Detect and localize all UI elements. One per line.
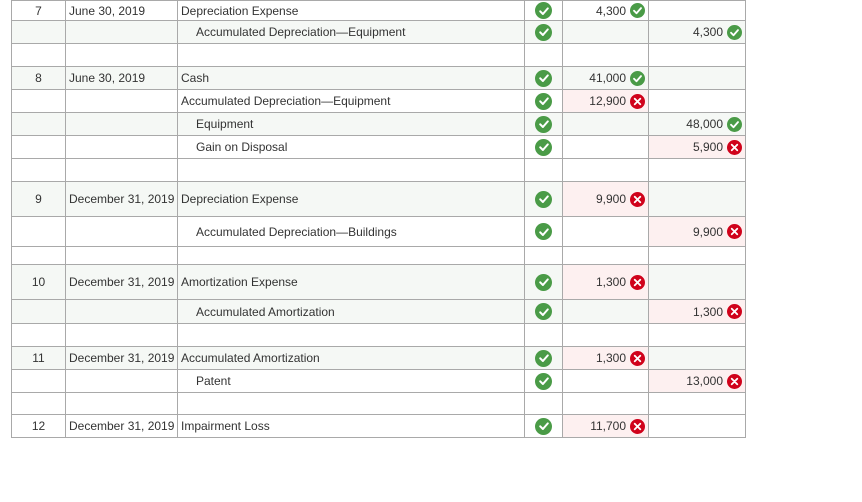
journal-row xyxy=(11,264,746,299)
date-cell[interactable] xyxy=(65,393,177,415)
debit-cell[interactable] xyxy=(562,67,648,89)
x-circle-icon xyxy=(727,224,742,239)
account-check-cell xyxy=(524,393,562,415)
journal-row xyxy=(11,392,746,415)
check-circle-icon xyxy=(535,24,552,41)
check-circle-icon xyxy=(535,274,552,291)
account-title-cell[interactable] xyxy=(177,44,524,66)
journal-row xyxy=(11,66,746,89)
account-check-cell xyxy=(524,415,562,437)
journal-row xyxy=(11,299,746,323)
account-title-cell[interactable]: Depreciation Expense xyxy=(177,1,524,20)
debit-cell[interactable] xyxy=(562,247,648,264)
x-circle-icon xyxy=(630,94,645,109)
account-title-cell[interactable]: Accumulated Depreciation—Equipment xyxy=(177,21,524,43)
check-circle-icon xyxy=(535,350,552,367)
date-cell[interactable] xyxy=(65,113,177,135)
credit-cell[interactable] xyxy=(648,182,746,216)
transaction-number xyxy=(11,217,65,246)
journal-row xyxy=(11,158,746,181)
x-circle-icon xyxy=(630,275,645,290)
account-check-cell xyxy=(524,370,562,392)
credit-cell[interactable] xyxy=(648,113,746,135)
account-check-cell xyxy=(524,67,562,89)
account-check-cell xyxy=(524,136,562,158)
check-circle-icon xyxy=(535,373,552,390)
journal-row xyxy=(11,89,746,112)
credit-cell[interactable] xyxy=(648,90,746,112)
credit-amount: 5,900 xyxy=(692,140,723,154)
credit-cell[interactable] xyxy=(648,136,746,158)
date-cell[interactable] xyxy=(65,370,177,392)
transaction-number: 7 xyxy=(11,1,65,20)
journal-row xyxy=(11,369,746,392)
debit-cell[interactable] xyxy=(562,44,648,66)
account-check-cell xyxy=(524,21,562,43)
debit-cell[interactable] xyxy=(562,1,648,20)
transaction-number: 11 xyxy=(11,347,65,369)
x-circle-icon xyxy=(630,419,645,434)
debit-amount: 11,700 xyxy=(590,419,626,433)
check-circle-icon xyxy=(535,2,552,19)
transaction-number xyxy=(11,393,65,415)
date-cell[interactable]: June 30, 2019 xyxy=(65,67,177,89)
credit-cell[interactable] xyxy=(648,324,746,347)
check-circle-icon xyxy=(535,418,552,435)
date-cell[interactable] xyxy=(65,159,177,181)
journal-row xyxy=(11,346,746,369)
x-circle-icon xyxy=(727,374,742,389)
date-cell[interactable] xyxy=(65,21,177,43)
account-check-cell xyxy=(524,1,562,20)
date-cell[interactable] xyxy=(65,300,177,323)
debit-amount: 41,000 xyxy=(589,71,626,85)
debit-cell[interactable] xyxy=(562,370,648,392)
credit-cell[interactable] xyxy=(648,159,746,181)
x-circle-icon xyxy=(727,304,742,319)
account-check-cell xyxy=(524,113,562,135)
account-title-cell[interactable] xyxy=(177,247,524,264)
transaction-number xyxy=(11,324,65,347)
credit-amount: 13,000 xyxy=(686,374,723,388)
account-title-cell[interactable] xyxy=(177,324,524,347)
account-check-cell xyxy=(524,159,562,181)
account-check-cell xyxy=(524,347,562,369)
account-title-cell[interactable]: Patent xyxy=(177,370,524,392)
journal-row xyxy=(11,0,746,20)
account-title-cell[interactable]: Accumulated Amortization xyxy=(177,347,524,369)
debit-amount: 1,300 xyxy=(595,351,626,365)
account-check-cell xyxy=(524,44,562,66)
account-title-cell[interactable]: Accumulated Depreciation—Equipment xyxy=(177,90,524,112)
journal-row xyxy=(11,323,746,347)
account-check-cell xyxy=(524,265,562,299)
account-title-cell[interactable] xyxy=(177,393,524,415)
transaction-number: 12 xyxy=(11,415,65,437)
x-circle-icon xyxy=(630,351,645,366)
transaction-number xyxy=(11,247,65,264)
account-check-cell xyxy=(524,217,562,246)
journal-row xyxy=(11,112,746,135)
credit-cell[interactable] xyxy=(648,265,746,299)
debit-amount: 9,900 xyxy=(595,192,626,206)
account-title-cell[interactable]: Amortization Expense xyxy=(177,265,524,299)
date-cell[interactable]: December 31, 2019 xyxy=(65,182,177,216)
date-cell[interactable] xyxy=(65,247,177,264)
journal-row xyxy=(11,43,746,66)
account-title-cell[interactable]: Gain on Disposal xyxy=(177,136,524,158)
journal-row xyxy=(11,181,746,216)
credit-cell[interactable] xyxy=(648,347,746,369)
check-circle-icon xyxy=(727,25,742,40)
debit-cell[interactable] xyxy=(562,90,648,112)
date-cell[interactable] xyxy=(65,217,177,246)
credit-amount: 9,900 xyxy=(692,224,723,239)
credit-cell[interactable] xyxy=(648,300,746,323)
x-circle-icon xyxy=(727,140,742,155)
debit-amount: 1,300 xyxy=(595,275,626,289)
check-circle-icon xyxy=(535,93,552,110)
debit-cell[interactable] xyxy=(562,217,648,246)
transaction-number xyxy=(11,21,65,43)
date-cell[interactable]: June 30, 2019 xyxy=(65,1,177,20)
transaction-number xyxy=(11,370,65,392)
credit-amount: 4,300 xyxy=(692,25,723,39)
journal-row xyxy=(11,135,746,158)
debit-cell[interactable] xyxy=(562,265,648,299)
credit-cell[interactable] xyxy=(648,247,746,264)
debit-cell[interactable] xyxy=(562,300,648,323)
date-cell[interactable] xyxy=(65,90,177,112)
check-circle-icon xyxy=(535,139,552,156)
credit-cell[interactable] xyxy=(648,21,746,43)
transaction-number xyxy=(11,300,65,323)
date-cell[interactable]: December 31, 2019 xyxy=(65,415,177,437)
account-check-cell xyxy=(524,247,562,264)
check-circle-icon xyxy=(535,116,552,133)
journal-row xyxy=(11,414,746,438)
account-title-cell[interactable]: Accumulated Depreciation—Buildings xyxy=(177,217,524,246)
transaction-number: 9 xyxy=(11,182,65,216)
credit-cell[interactable] xyxy=(648,393,746,415)
transaction-number: 10 xyxy=(11,265,65,299)
credit-cell[interactable] xyxy=(648,415,746,437)
debit-cell[interactable] xyxy=(562,159,648,181)
credit-cell[interactable] xyxy=(648,370,746,392)
transaction-number xyxy=(11,159,65,181)
check-circle-icon xyxy=(727,117,742,132)
transaction-number xyxy=(11,44,65,66)
account-title-cell[interactable]: Depreciation Expense xyxy=(177,182,524,216)
account-title-cell[interactable]: Impairment Loss xyxy=(177,415,524,437)
date-cell[interactable] xyxy=(65,136,177,158)
check-circle-icon xyxy=(535,70,552,87)
account-check-cell xyxy=(524,324,562,347)
debit-cell[interactable] xyxy=(562,136,648,158)
credit-cell[interactable] xyxy=(648,67,746,89)
debit-cell[interactable] xyxy=(562,393,648,415)
credit-amount: 1,300 xyxy=(692,304,723,319)
check-circle-icon xyxy=(535,303,552,320)
account-check-cell xyxy=(524,90,562,112)
transaction-number xyxy=(11,136,65,158)
debit-amount: 4,300 xyxy=(595,3,626,18)
account-title-cell[interactable]: Accumulated Amortization xyxy=(177,300,524,323)
transaction-number xyxy=(11,113,65,135)
account-title-cell[interactable] xyxy=(177,159,524,181)
check-circle-icon xyxy=(630,71,645,86)
account-title-cell[interactable]: Equipment xyxy=(177,113,524,135)
credit-cell[interactable] xyxy=(648,44,746,66)
check-circle-icon xyxy=(535,191,552,208)
journal-row xyxy=(11,216,746,246)
debit-cell[interactable] xyxy=(562,113,648,135)
journal-row xyxy=(11,246,746,264)
journal-row xyxy=(11,20,746,43)
account-check-cell xyxy=(524,182,562,216)
credit-amount: 48,000 xyxy=(686,117,723,131)
debit-cell[interactable] xyxy=(562,415,648,437)
check-circle-icon xyxy=(630,3,645,18)
date-cell[interactable]: December 31, 2019 xyxy=(65,265,177,299)
transaction-number xyxy=(11,90,65,112)
debit-cell[interactable] xyxy=(562,347,648,369)
debit-cell[interactable] xyxy=(562,324,648,347)
check-circle-icon xyxy=(535,223,552,240)
account-title-cell[interactable]: Cash xyxy=(177,67,524,89)
credit-cell[interactable] xyxy=(648,1,746,20)
debit-amount: 12,900 xyxy=(589,94,626,108)
credit-cell[interactable] xyxy=(648,217,746,246)
date-cell[interactable]: December 31, 2019 xyxy=(65,347,177,369)
x-circle-icon xyxy=(630,192,645,207)
date-cell[interactable] xyxy=(65,324,177,347)
account-check-cell xyxy=(524,300,562,323)
debit-cell[interactable] xyxy=(562,182,648,216)
transaction-number: 8 xyxy=(11,67,65,89)
date-cell[interactable] xyxy=(65,44,177,66)
debit-cell[interactable] xyxy=(562,21,648,43)
